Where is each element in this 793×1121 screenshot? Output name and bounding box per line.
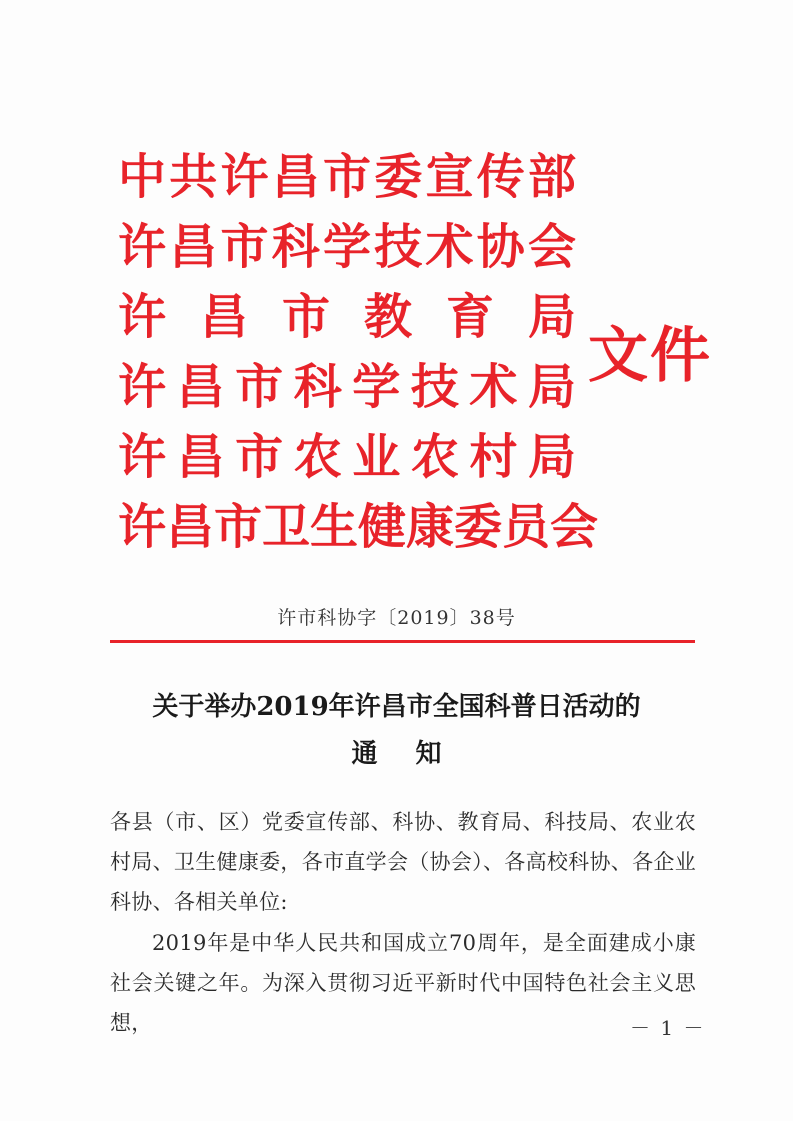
notice-title-line-1: 关于举办2019年许昌市全国科普日活动的 xyxy=(152,692,641,722)
issuer-line-5: 许昌市农业农村局 xyxy=(118,429,576,485)
issuer-line-1: 中共许昌市委宣传部 xyxy=(118,149,576,205)
issuer-line-6: 许昌市卫生健康委员会 xyxy=(118,499,599,555)
document-number: 许市科协字〔2019〕38号 xyxy=(277,607,516,629)
issuer-line-2: 许昌市科学技术协会 xyxy=(118,219,576,275)
issuer-line-3: 许昌市教育局 xyxy=(118,289,576,345)
page-number: － 1 － xyxy=(630,1016,706,1040)
issuer-line-4: 许昌市科学技术局 xyxy=(118,359,576,415)
body-paragraph-1: 2019年是中华人民共和国成立70周年，是全面建成小康社会关键之年。为深入贯彻习近平新时代中国特色社会主义思想， xyxy=(110,931,696,1035)
notice-title-line-2: 通知 xyxy=(351,739,480,769)
document-type-label: 文件 xyxy=(588,321,712,391)
red-divider-rule xyxy=(110,640,695,643)
salutation: 各县（市、区）党委宣传部、科协、教育局、科技局、农业农村局、卫生健康委，各市直学会（协会）、各高校科协、各企业科协、各相关单位: xyxy=(110,810,696,914)
